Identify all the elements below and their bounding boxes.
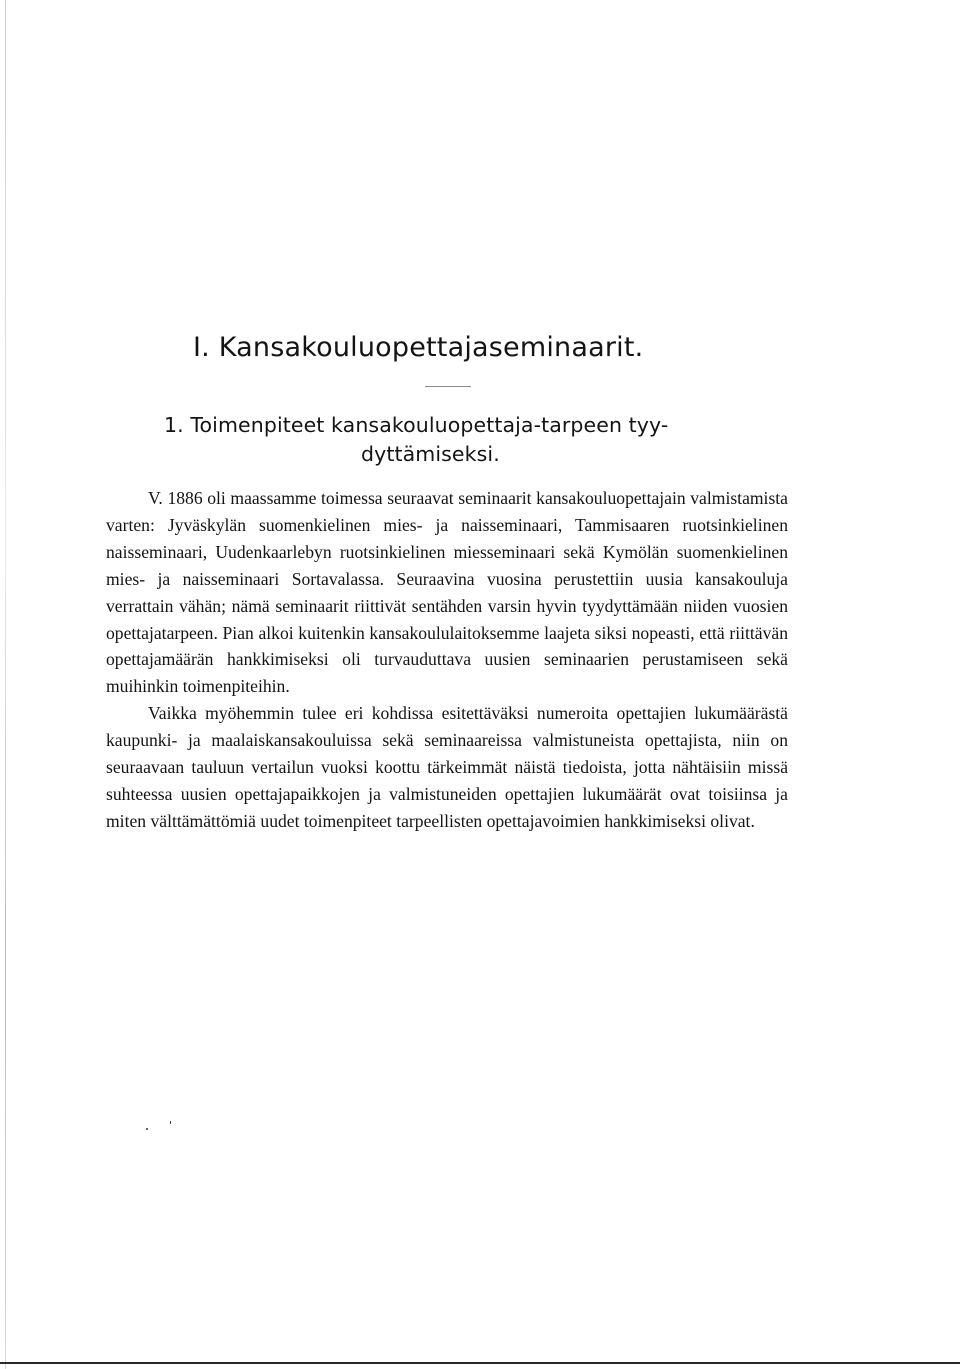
title-divider — [425, 386, 471, 387]
scan-left-edge — [5, 0, 6, 1369]
chapter-title: I. Kansakouluopettajaseminaarit. — [193, 332, 644, 363]
scan-bottom-edge — [0, 1362, 960, 1364]
scan-speck — [170, 1121, 171, 1124]
section-title-line-1: 1. Toimenpiteet kansakouluopettaja-tarpeen tyy- — [164, 413, 669, 437]
section-title — [164, 411, 784, 469]
scan-speck — [146, 1128, 148, 1130]
paragraph-2: Vaikka myöhemmin tulee eri kohdissa esitettäväksi numeroita opettajien lukumäärästä kaupunki- ja maalaiskansakouluissa sekä seminaareissa valmistuneista opettajista, niin on seuraavaan tauluun vertailun vuoksi koottu tärkeimmät näistä tiedoista, jotta nähtäisiin missä suhteessa uusien opettajapaikkojen ja valmistuneiden opettajien lukumäärät ovat toisiinsa ja miten välttämättömiä uudet toimenpiteet tarpeellisten opettajavoimien hankkimiseksi olivat. — [106, 703, 788, 831]
section-title-line-2: dyttämiseksi. — [361, 442, 500, 466]
body-text — [106, 485, 788, 835]
paragraph-1: V. 1886 oli maassamme toimessa seuraavat seminaarit kansakouluopettajain valmistamista varten: Jyväskylän suomenkielinen mies- ja naisseminaari, Tammisaaren ruotsinkielinen naisseminaari, Uudenkaarlebyn ruotsinkielinen miesseminaari sekä Kymölän suomenkielinen mies- ja naisseminaari Sortavalassa. Seuraavina vuosina perustettiin uusia kansakouluja verrattain vähän; nämä seminaarit riittivät sentähden varsin hyvin tyydyttämään niiden vuosien opettajatarpeen. Pian alkoi kuitenkin kansakoululaitoksemme laajeta siksi nopeasti, että riittävän opettajamäärän hankkimiseksi oli turvauduttava uusien seminaarien perustamiseen sekä muihinkin toimenpiteihin. — [106, 488, 788, 697]
